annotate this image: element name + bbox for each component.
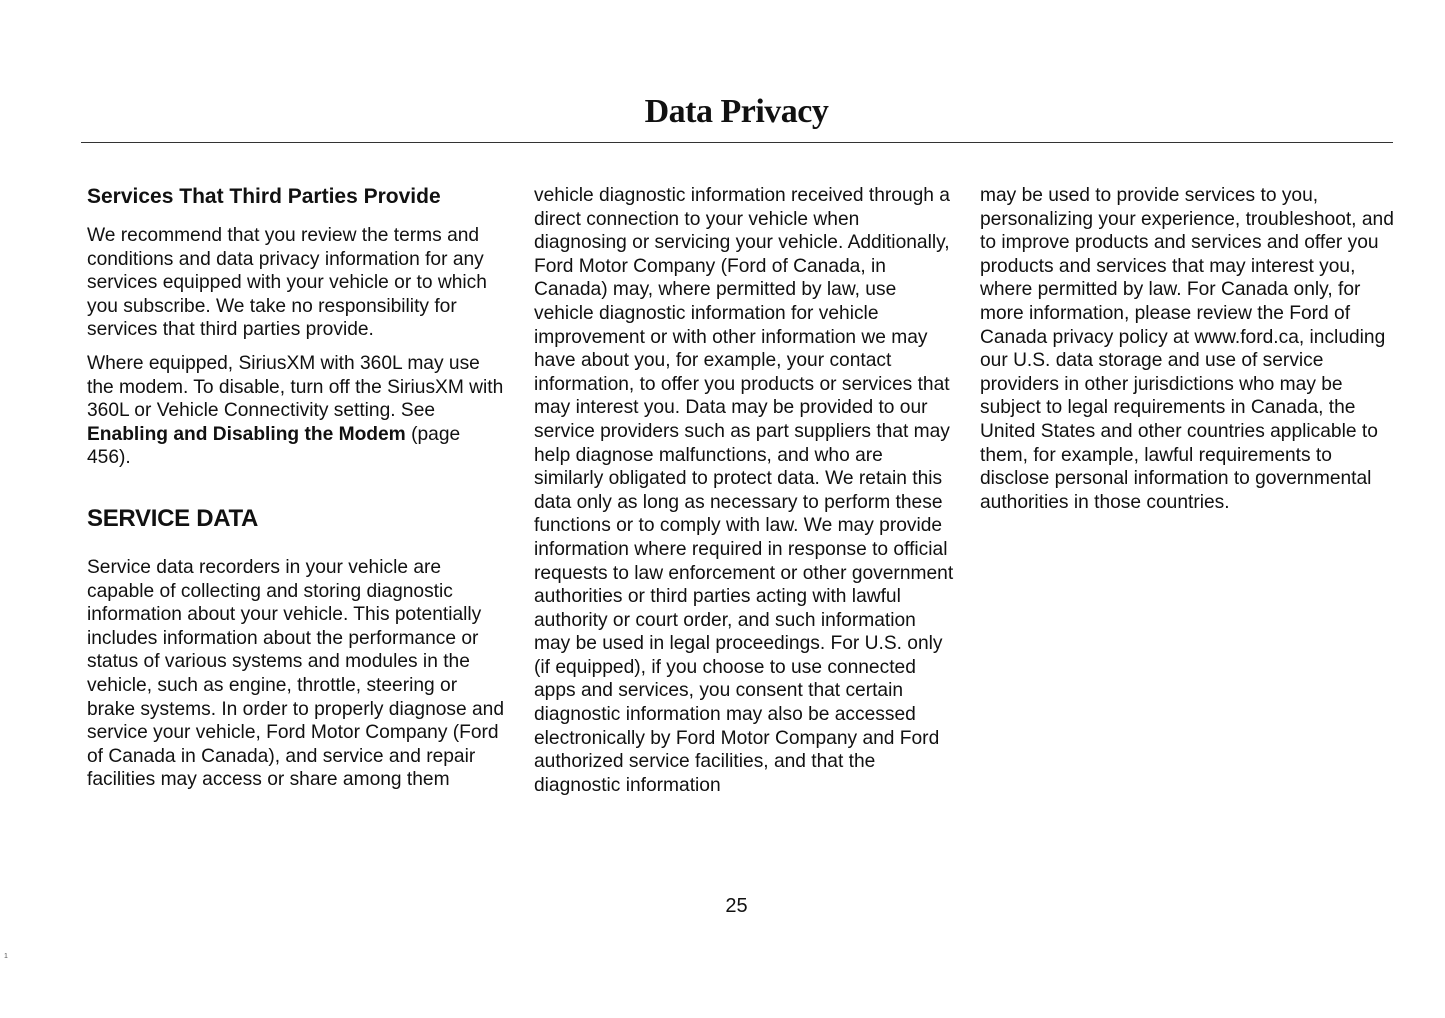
column-left — [87, 184, 507, 802]
siriusxm-text: Where equipped, SiriusXM with 360L may use the modem. To disable, turn off the SiriusXM with 360L or Vehicle Connectivity setting. See — [87, 352, 504, 422]
page-title: Data Privacy — [644, 93, 829, 130]
service-data-paragraph: Service data recorders in your vehicle are capable of collecting and storing diagnostic information about your vehicle. This potentially includes information about the performance or status of various systems and modules in the vehicle, such as engine, throttle, steering or brake systems. In order to properly diagnose and service your vehicle, Ford Motor Company (Ford of Canada in Canada), and service and repair facilities may access or share among them — [87, 556, 505, 791]
title-divider — [81, 142, 1393, 143]
third-party-services-paragraph: We recommend that you review the terms and conditions and data privacy information for any services equipped with your vehicle or to which you subscribe. We take no responsibility for services that third parties provide. — [87, 225, 487, 341]
page-number: 25 — [725, 895, 748, 917]
column-right — [980, 184, 1400, 524]
modem-cross-reference-link[interactable]: Enabling and Disabling the Modem — [87, 423, 406, 445]
page-reference: (page 456). — [87, 423, 461, 469]
column-middle — [534, 184, 954, 807]
siriusxm-paragraph — [87, 352, 507, 470]
corner-mark: 1 — [4, 953, 8, 960]
third-party-services-heading: Services That Third Parties Provide — [87, 185, 441, 208]
diagnostic-info-paragraph: vehicle diagnostic information received through a direct connection to your vehicle when diagnosing or servicing your vehicle. Additionally, Ford Motor Company (Ford of Canada, in Canada) may, where permitted by law, use vehicle diagnostic information for vehicle improvement or with other information we may have about you, for example, your contact information, to offer you products or services that may interest you. Data may be provided to our service providers such as part suppliers that may help diagnose malfunctions, and who are similarly obligated to protect data. We retain this data only as long as necessary to perform these functions or to comply with law. We may provide information where required in response to official requests to law enforcement or other government authorities or third parties acting with lawful authority or court order, and such information may be used in legal proceedings. For U.S. only (if equipped), if you choose to use connected apps and services, you consent that certain diagnostic information may also be accessed electronically by Ford Motor Company and Ford authorized service facilities, and that the diagnostic information — [534, 185, 954, 796]
canada-privacy-paragraph: may be used to provide services to you, personalizing your experience, troubleshoot, and to improve products and services and offer you products and services that may interest you, where permitted by law. For Canada only, for more information, please review the Ford of Canada privacy policy at www.ford.ca, including our U.S. data storage and use of service providers in other jurisdictions who may be subject to legal requirements in Canada, the United States and other countries applicable to them, for example, lawful requirements to disclose personal information to governmental authorities in those countries. — [980, 185, 1394, 513]
service-data-heading: SERVICE DATA — [87, 504, 259, 532]
